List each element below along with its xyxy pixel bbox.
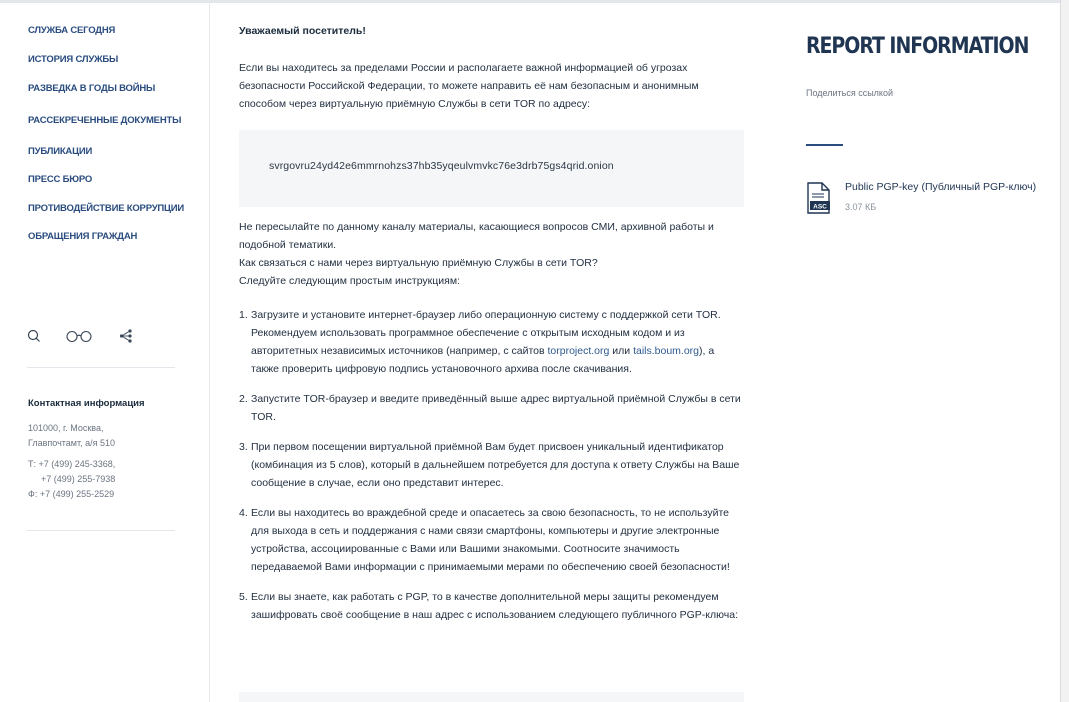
nav-item-publications[interactable]: ПУБЛИКАЦИИ — [28, 146, 93, 157]
report-title: REPORT INFORMATION — [806, 34, 1029, 59]
instructions-list — [239, 306, 744, 636]
instructions-intro — [239, 218, 744, 290]
pgp-key-box — [239, 692, 744, 702]
list-item: 5. Если вы знаете, как работать с PGP, то в качестве дополнительной меры защиты рекомендуем зашифровать своё сообщение в наш адрес с использованием следующего публичного PGP-ключа: — [239, 591, 738, 621]
sidebar-tools — [27, 328, 177, 346]
contact-phone[interactable]: Т: +7 (499) 245-3368, — [28, 459, 116, 469]
nav-item-history[interactable]: ИСТОРИЯ СЛУЖБЫ — [28, 54, 119, 65]
instructions-lead: Следуйте следующим простым инструкциям: — [239, 275, 460, 287]
share-icon[interactable] — [119, 328, 135, 349]
file-size: 3.07 КБ — [845, 202, 877, 212]
nav-item-citizen-appeals[interactable]: ОБРАЩЕНИЯ ГРАЖДАН — [28, 231, 138, 242]
nav-item-declassified[interactable]: РАССЕКРЕЧЕННЫЕ ДОКУМЕНТЫ — [28, 115, 182, 126]
file-name[interactable]: Public PGP-key (Публичный PGP-ключ) — [845, 181, 1037, 193]
pgp-key-download[interactable] — [806, 180, 1056, 216]
contact-fax: Ф: +7 (499) 255-2529 — [28, 489, 115, 499]
sidebar-divider — [27, 530, 175, 531]
nav-item-press-bureau[interactable]: ПРЕСС БЮРО — [28, 174, 93, 185]
share-link[interactable]: Поделиться ссылкой — [806, 88, 893, 98]
asc-file-icon — [806, 182, 832, 219]
torproject-link[interactable]: torproject.org — [547, 345, 610, 357]
onion-address[interactable]: svrgovru24yd42e6mmrnohzs37hb35yqeulvmvkc76e3drb75gs4qrid.onion — [269, 160, 614, 172]
sidebar-divider — [27, 367, 175, 368]
contact-address-line: Главпочтамт, а/я 510 — [28, 438, 116, 448]
onion-address-box — [239, 130, 744, 207]
contact-info — [28, 398, 198, 502]
sidebar — [0, 0, 210, 702]
list-item: 4. Если вы находитесь во враждебной среде и опасаетесь за свою безопасность, то не используйте для выхода в сеть и поддержания с нами связи смартфоны, компьютеры и другие электронные устройства, ассоциированные с Вами или Вашими знакомыми. Соотносите значимость передаваемой Вами информации с принимаемыми мерами по обеспечению своей безопасности! — [239, 507, 730, 573]
nav-item-war-intelligence[interactable]: РАЗВЕДКА В ГОДЫ ВОЙНЫ — [28, 83, 156, 94]
tails-link[interactable]: tails.boum.org — [633, 345, 700, 357]
greeting-heading: Уважаемый посетитель! — [239, 25, 366, 37]
intro-paragraph: Если вы находитесь за пределами России и располагаете важной информацией об угрозах безопасности Российской Федерации, то можете направить её нам безопасным и анонимным способом через виртуальную приёмную Службы в сети TOR по адресу: — [239, 62, 699, 110]
instructions-note: Не пересылайте по данному каналу материалы, касающиеся вопросов СМИ, архивной работы и подобной тематики. — [239, 221, 714, 251]
list-item: 3. При первом посещении виртуальной приёмной Вам будет присвоен уникальный идентификатор (комбинация из 5 слов), который в дальнейшем потребуется для доступа к ответу Службы на Ваше сообщение в случае, если оно представит интерес. — [239, 441, 740, 489]
list-item: 2. Запустите TOR-браузер и введите приведённый выше адрес виртуальной приёмной Службы в сети TOR. — [239, 393, 741, 423]
instructions-question: Как связаться с нами через виртуальную приёмную Службы в сети TOR? — [239, 257, 598, 269]
search-icon[interactable] — [27, 328, 41, 349]
contact-address-line: 101000, г. Москва, — [28, 423, 104, 433]
contact-title: Контактная информация — [28, 398, 145, 409]
svg-text:ASC: ASC — [813, 203, 827, 211]
nav-item-service-today[interactable]: СЛУЖБА СЕГОДНЯ — [28, 25, 116, 36]
scrollbar-track[interactable] — [1060, 0, 1069, 702]
glasses-icon[interactable] — [65, 328, 93, 349]
contact-phone[interactable]: +7 (499) 255-7938 — [41, 474, 116, 484]
list-item: 1. Загрузите и установите интернет-браузер либо операционную систему с поддержкой сети TOR. Рекомендуем использовать программное обеспечение с открытым исходным кодом и из авторитетных независимых источников (например, с сайтов torproject.org или tails.boum.org), а также проверить цифровую подпись установочного архива после скачивания. — [239, 309, 721, 375]
nav-item-anti-corruption[interactable]: ПРОТИВОДЕЙСТВИЕ КОРРУПЦИИ — [28, 203, 185, 214]
accent-divider — [806, 144, 843, 146]
